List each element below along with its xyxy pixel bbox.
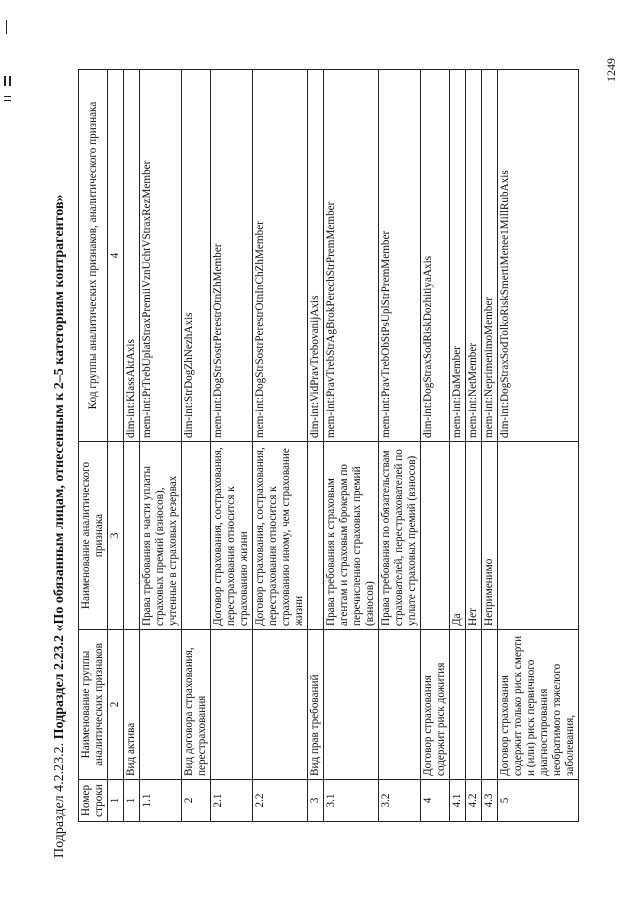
row-feature-name-cell: Нет	[466, 442, 482, 630]
row-number-cell: 4	[421, 780, 450, 822]
header-feature-name: Наименование аналитического признака	[79, 442, 108, 630]
row-code-cell: mem-int:DogStrSostrPerestrOtnInChZhMember	[253, 70, 308, 442]
row-code-cell: mem-int:NetMember	[466, 70, 482, 442]
row-number-cell: 2	[182, 780, 211, 822]
binding-mark	[6, 20, 7, 34]
table-row	[182, 70, 211, 822]
row-group-cell: Договор страхования содержит риск дожития	[421, 630, 450, 780]
row-code-cell: mem-int:PrTrebUplatStraxPremiiVznUchtVStraxRezMember	[140, 70, 182, 442]
header-code: Код группы аналитических признаков, аналитического признака	[79, 70, 108, 442]
row-code-cell: mem-int:NeprimenimoMember	[482, 70, 498, 442]
row-number-cell: 3.1	[324, 780, 379, 822]
row-code-cell: mem-int:PravTrebStrAgBrokPerechStrPremMember	[324, 70, 379, 442]
row-group-cell: Вид прав требований	[308, 630, 324, 780]
row-feature-name-cell: Права требования к страховым агентам и страховым брокерам по перечислению страховых премий (взносов)	[324, 442, 379, 630]
row-code-cell: mem-int:DogStrSostrPerestrOtnZhMember	[211, 70, 253, 442]
row-group-cell: Вид актива	[124, 630, 140, 780]
row-number-cell: 5	[498, 780, 579, 822]
row-feature-name-cell	[498, 442, 579, 630]
row-code-cell: mem-int:DaMember	[450, 70, 466, 442]
page-number	[604, 48, 634, 82]
row-group-cell	[482, 630, 498, 780]
column-number: 1	[108, 780, 124, 822]
section-title-bold: Подраздел 2.23.2 «По обязанным лицам, отнесенным к 2–5 категориям контрагентов»	[52, 194, 67, 740]
table-row	[211, 70, 253, 822]
row-number-cell: 2.1	[211, 780, 253, 822]
table-row	[140, 70, 182, 822]
table-body	[124, 70, 579, 822]
row-group-cell	[253, 630, 308, 780]
binding-mark	[4, 76, 6, 86]
row-number-cell: 4.3	[482, 780, 498, 822]
row-number-cell: 4.1	[450, 780, 466, 822]
row-group-cell	[379, 630, 421, 780]
header-row-number: Номер строки	[79, 780, 108, 822]
row-feature-name-cell: Неприменимо	[482, 442, 498, 630]
table-row	[253, 70, 308, 822]
row-code-cell: dim-int:DogStraxSodRiskDozhitiyaAxis	[421, 70, 450, 442]
table-column-numbers-row	[108, 70, 124, 822]
analytics-table	[78, 69, 579, 822]
row-feature-name-cell	[182, 442, 211, 630]
binding-mark	[4, 100, 11, 101]
column-number: 2	[108, 630, 124, 780]
table-row	[124, 70, 140, 822]
row-number-cell: 3	[308, 780, 324, 822]
rotated-page-content	[52, 58, 597, 858]
row-code-cell: mem-int:PravTrebObStPsUplStrPremMember	[379, 70, 421, 442]
row-feature-name-cell: Права требования по обязательствам страхователей, перестрахователей по уплате страховых премий (взносов)	[379, 442, 421, 630]
binding-mark	[9, 76, 11, 86]
row-group-cell	[140, 630, 182, 780]
row-code-cell: dim-int:KlassAktAxis	[124, 70, 140, 442]
row-number-cell: 2.2	[253, 780, 308, 822]
table-row	[482, 70, 498, 822]
table-row	[450, 70, 466, 822]
table-row	[308, 70, 324, 822]
section-title	[52, 58, 74, 858]
row-feature-name-cell: Договор страхования, сострахования, перестрахования относится к страхованию иному, чем страхование жизни	[253, 442, 308, 630]
binding-mark	[4, 96, 11, 97]
row-code-cell: dim-int:StrDogZhNezhAxis	[182, 70, 211, 442]
page-number-text: 1249	[604, 58, 618, 82]
header-group-name: Наименование группы аналитических признаков	[79, 630, 108, 780]
row-feature-name-cell: Права требования в части уплаты страховых премий (взносов), учтенные в страховых резервах	[140, 442, 182, 630]
table-row	[466, 70, 482, 822]
row-feature-name-cell: Договор страхования, сострахования, перестрахования относится к страхованию жизни	[211, 442, 253, 630]
row-code-cell: dim-int:DogStraxSodTolkoRiskSmertiMenee1MillRubAxis	[498, 70, 579, 442]
section-title-prefix: Подраздел 4.2.23.2.	[52, 739, 67, 858]
row-feature-name-cell	[421, 442, 450, 630]
column-number: 4	[108, 70, 124, 442]
table-row	[324, 70, 379, 822]
row-number-cell: 1	[124, 780, 140, 822]
table-row	[379, 70, 421, 822]
row-code-cell: dim-int:VidPravTrebovanijAxis	[308, 70, 324, 442]
row-group-cell	[211, 630, 253, 780]
row-group-cell: Вид договора страхования, перестрахования	[182, 630, 211, 780]
row-group-cell: Договор страхования содержит только риск смерти и (или) риск первичного диагностирования необратимого тяжелого заболевания,	[498, 630, 579, 780]
row-feature-name-cell	[124, 442, 140, 630]
row-feature-name-cell: Да	[450, 442, 466, 630]
row-group-cell	[466, 630, 482, 780]
row-number-cell: 4.2	[466, 780, 482, 822]
row-feature-name-cell	[308, 442, 324, 630]
row-group-cell	[450, 630, 466, 780]
row-number-cell: 3.2	[379, 780, 421, 822]
row-group-cell	[324, 630, 379, 780]
table-header-row	[79, 70, 108, 822]
table-row	[498, 70, 579, 822]
table-row	[421, 70, 450, 822]
row-number-cell: 1.1	[140, 780, 182, 822]
column-number: 3	[108, 442, 124, 630]
binding-marks	[0, 0, 20, 130]
